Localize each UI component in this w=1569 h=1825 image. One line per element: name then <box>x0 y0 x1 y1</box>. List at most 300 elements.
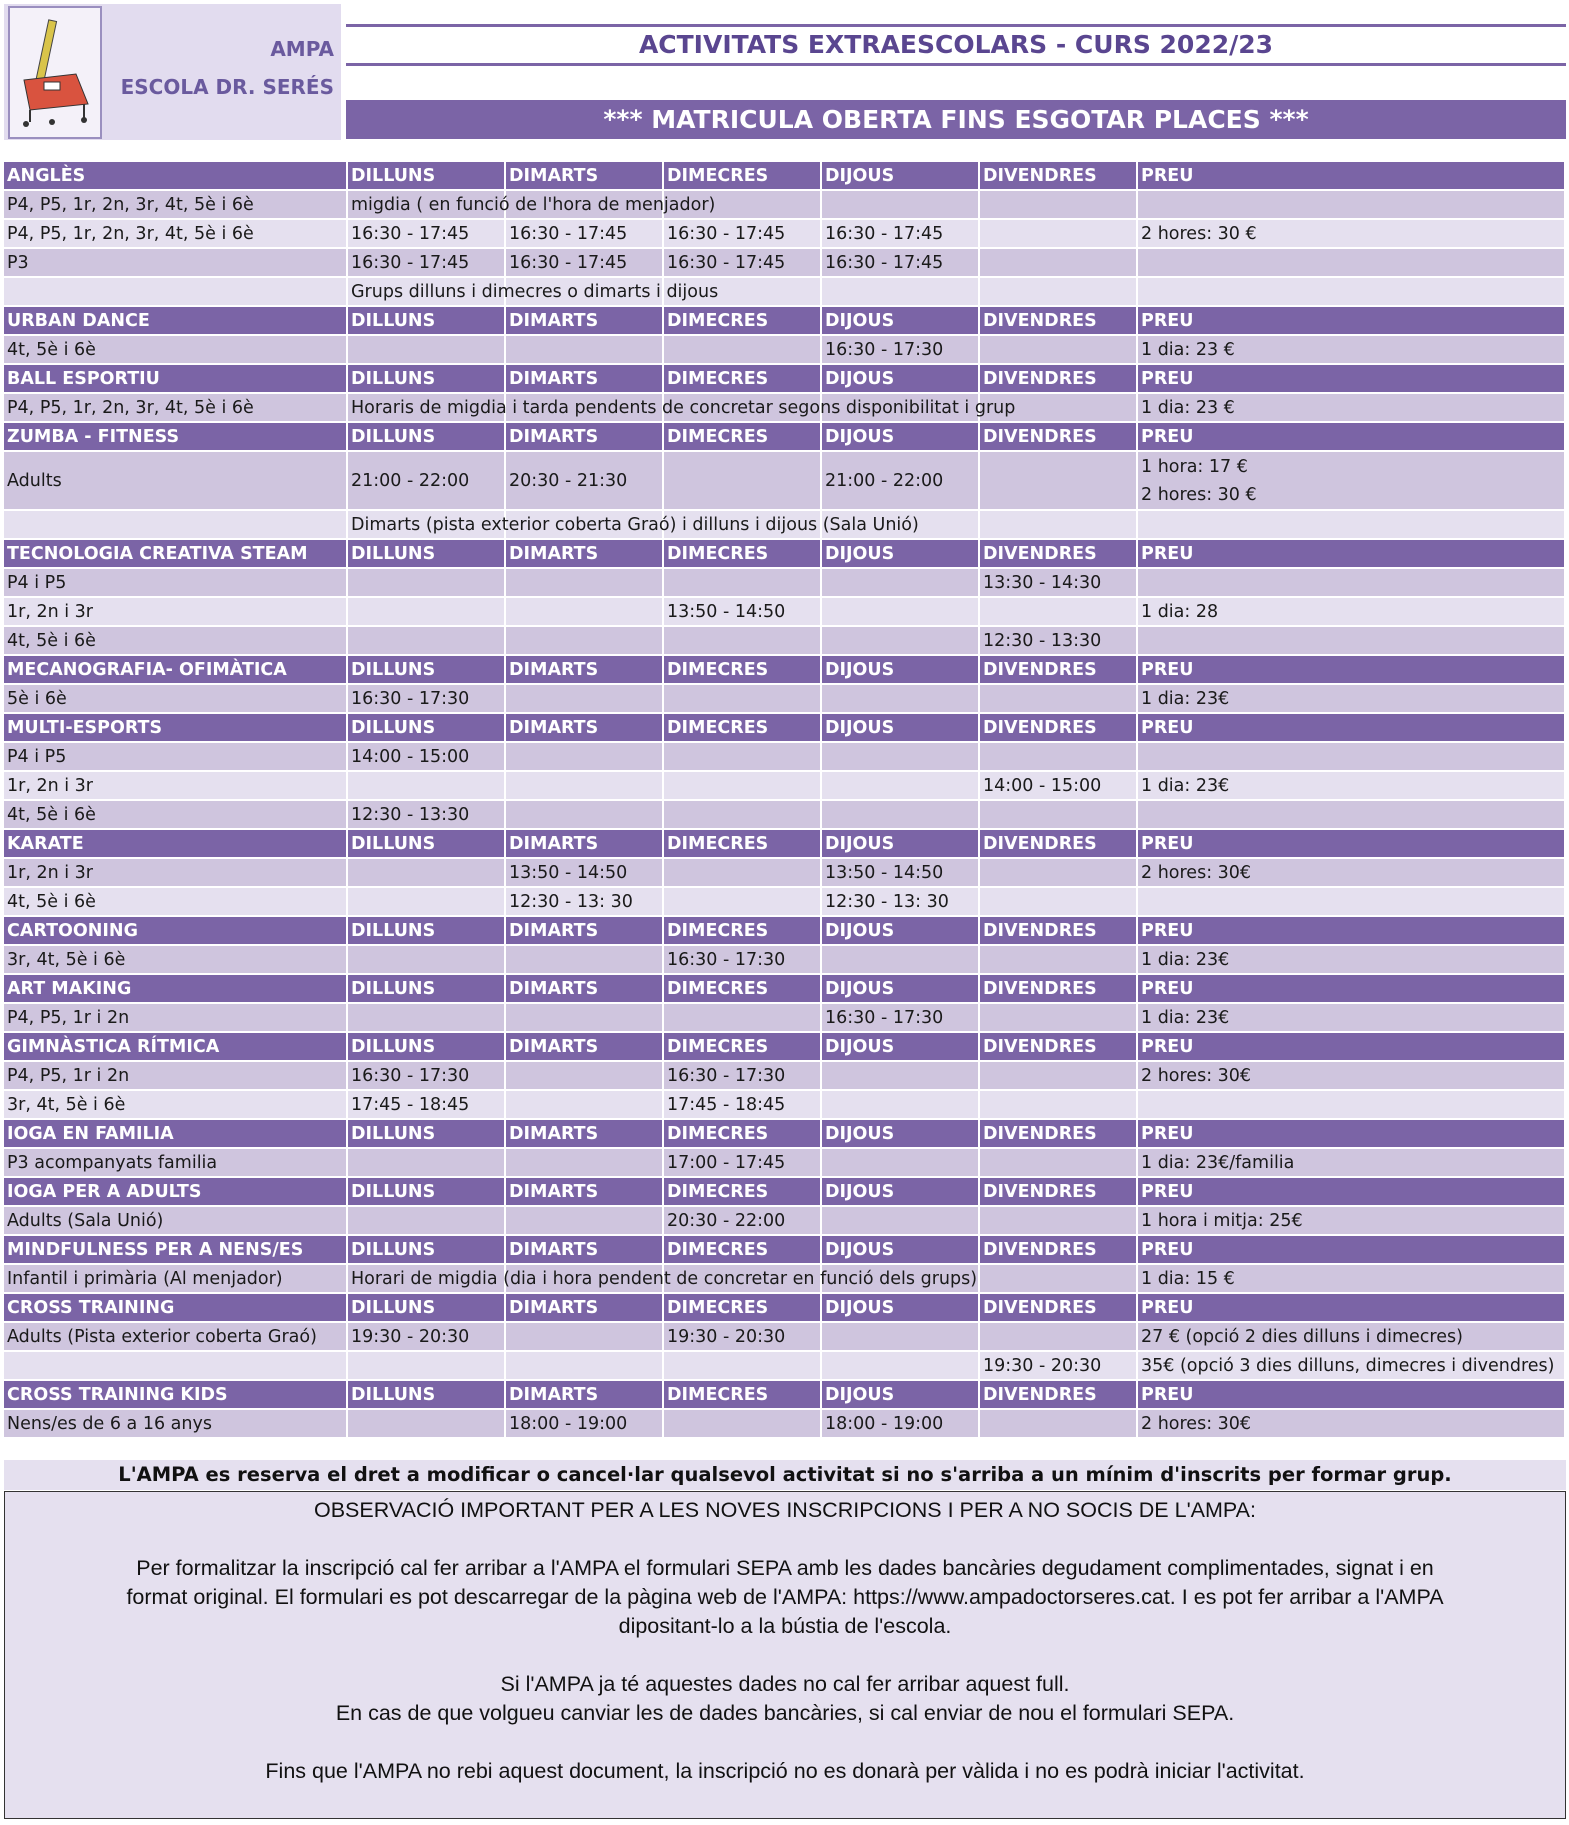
activity-header-row <box>4 830 1566 859</box>
schedule-cell <box>822 743 980 772</box>
table-row <box>4 1207 1566 1236</box>
schedule-cell <box>348 946 506 975</box>
page-title: ACTIVITATS EXTRAESCOLARS - CURS 2022/23 <box>638 30 1274 59</box>
activity-name: KARATE <box>4 830 348 859</box>
table-row <box>4 627 1566 656</box>
group-cell: 1r, 2n i 3r <box>4 859 348 888</box>
day-column-header: DIVENDRES <box>980 1033 1138 1062</box>
day-column-header: DIVENDRES <box>980 307 1138 336</box>
day-column-header: DILLUNS <box>348 917 506 946</box>
price-cell <box>1138 888 1566 917</box>
schedule-cell <box>506 569 664 598</box>
activity-name: URBAN DANCE <box>4 307 348 336</box>
day-column-header: DILLUNS <box>348 1033 506 1062</box>
schedule-cell <box>980 452 1138 511</box>
schedule-cell: 12:30 - 13: 30 <box>506 888 664 917</box>
group-cell: 1r, 2n i 3r <box>4 772 348 801</box>
table-row <box>4 249 1566 278</box>
schedule-cell <box>980 249 1138 278</box>
activity-name: CARTOONING <box>4 917 348 946</box>
price-cell <box>1138 191 1566 220</box>
schedule-cell: 19:30 - 20:30 <box>980 1352 1138 1381</box>
group-cell: 4t, 5è i 6è <box>4 801 348 830</box>
schedule-note: Dimarts (pista exterior coberta Graó) i dilluns i dijous (Sala Unió) <box>348 511 1138 540</box>
schedule-cell: 12:30 - 13:30 <box>348 801 506 830</box>
schedule-cell <box>664 1004 822 1033</box>
notes-paragraph: Fins que l'AMPA no rebi aquest document, la inscripció no es donarà per vàlida i no es podrà iniciar l'activitat. <box>265 1759 1305 1783</box>
schedule-cell <box>664 1410 822 1439</box>
day-column-header: PREU <box>1138 1033 1566 1062</box>
day-column-header: DIJOUS <box>822 1236 980 1265</box>
activity-header-row <box>4 540 1566 569</box>
activity-header-row <box>4 1236 1566 1265</box>
price-line: 1 hora: 17 € <box>1141 456 1248 477</box>
day-column-header: DIMARTS <box>506 1033 664 1062</box>
table-row <box>4 946 1566 975</box>
schedule-cell: 17:45 - 18:45 <box>348 1091 506 1120</box>
price-cell: 1 dia: 28 <box>1138 598 1566 627</box>
day-column-header: PREU <box>1138 1381 1566 1410</box>
table-row <box>4 801 1566 830</box>
schedule-cell: 16:30 - 17:45 <box>348 220 506 249</box>
schedule-cell <box>822 1062 980 1091</box>
table-row <box>4 598 1566 627</box>
day-column-header: DIJOUS <box>822 423 980 452</box>
activity-header-row <box>4 714 1566 743</box>
table-row <box>4 888 1566 917</box>
group-cell <box>4 511 348 540</box>
day-column-header: DIJOUS <box>822 830 980 859</box>
schedule-cell: 16:30 - 17:30 <box>348 1062 506 1091</box>
day-column-header: DILLUNS <box>348 656 506 685</box>
schedule-cell <box>822 598 980 627</box>
price-line: 2 hores: 30 € <box>1141 484 1257 505</box>
day-column-header: PREU <box>1138 307 1566 336</box>
activity-header-row <box>4 1381 1566 1410</box>
price-cell: 2 hores: 30 € <box>1138 220 1566 249</box>
schedule-cell <box>822 1323 980 1352</box>
schedule-cell <box>822 627 980 656</box>
schedule-cell <box>980 888 1138 917</box>
day-column-header: DIMARTS <box>506 162 664 191</box>
day-column-header: DIMARTS <box>506 1294 664 1323</box>
day-column-header: PREU <box>1138 540 1566 569</box>
schedule-cell <box>664 743 822 772</box>
schedule-cell <box>506 772 664 801</box>
day-column-header: PREU <box>1138 714 1566 743</box>
schedule-cell <box>980 598 1138 627</box>
day-column-header: PREU <box>1138 162 1566 191</box>
day-column-header: DIMARTS <box>506 975 664 1004</box>
schedule-cell: 16:30 - 17:30 <box>822 1004 980 1033</box>
school-name: ESCOLA DR. SERÉS <box>120 75 334 99</box>
schedule-cell <box>980 1207 1138 1236</box>
price-cell: 1 dia: 23€ <box>1138 946 1566 975</box>
schedule-cell <box>664 1352 822 1381</box>
schedule-cell <box>980 1062 1138 1091</box>
table-row <box>4 336 1566 365</box>
day-column-header: DIMARTS <box>506 656 664 685</box>
table-row <box>4 220 1566 249</box>
day-column-header: DIMECRES <box>664 1120 822 1149</box>
schedule-cell <box>822 1149 980 1178</box>
schedule-cell <box>506 336 664 365</box>
group-cell: Adults (Sala Unió) <box>4 1207 348 1236</box>
schedule-cell <box>980 743 1138 772</box>
price-cell: 1 dia: 23€ <box>1138 685 1566 714</box>
activity-header-row <box>4 1033 1566 1062</box>
schedule-cell <box>506 743 664 772</box>
activity-header-row <box>4 307 1566 336</box>
day-column-header: PREU <box>1138 1178 1566 1207</box>
schedule-cell <box>664 801 822 830</box>
day-column-header: DIJOUS <box>822 975 980 1004</box>
day-column-header: DIMARTS <box>506 917 664 946</box>
schedule-cell <box>348 598 506 627</box>
notes-paragraph: dipositant-lo a la bústia de l'escola. <box>618 1614 952 1638</box>
day-column-header: DIMECRES <box>664 540 822 569</box>
day-column-header: DILLUNS <box>348 714 506 743</box>
activity-name: CROSS TRAINING KIDS <box>4 1381 348 1410</box>
day-column-header: DILLUNS <box>348 423 506 452</box>
day-column-header: DIJOUS <box>822 1381 980 1410</box>
day-column-header: PREU <box>1138 1294 1566 1323</box>
day-column-header: DIJOUS <box>822 714 980 743</box>
day-column-header: PREU <box>1138 917 1566 946</box>
schedule-cell <box>980 336 1138 365</box>
schedule-cell: 19:30 - 20:30 <box>664 1323 822 1352</box>
schedule-cell <box>506 1062 664 1091</box>
schedule-cell <box>506 1207 664 1236</box>
day-column-header: DIMARTS <box>506 540 664 569</box>
price-cell: 1 dia: 23€ <box>1138 1004 1566 1033</box>
table-row <box>4 278 1566 307</box>
day-column-header: DILLUNS <box>348 1236 506 1265</box>
schedule-cell: 16:30 - 17:45 <box>664 220 822 249</box>
schedule-cell <box>506 627 664 656</box>
group-cell: 3r, 4t, 5è i 6è <box>4 1091 348 1120</box>
price-cell: 2 hores: 30€ <box>1138 1410 1566 1439</box>
ampa-logo-panel <box>4 4 341 140</box>
price-cell <box>1138 452 1566 511</box>
day-column-header: DIMECRES <box>664 365 822 394</box>
activity-name: ANGLÈS <box>4 162 348 191</box>
schedule-cell <box>348 859 506 888</box>
day-column-header: DIMARTS <box>506 1381 664 1410</box>
schedule-cell <box>348 772 506 801</box>
activity-name: BALL ESPORTIU <box>4 365 348 394</box>
group-cell: P4, P5, 1r, 2n, 3r, 4t, 5è i 6è <box>4 394 348 423</box>
day-column-header: DIVENDRES <box>980 975 1138 1004</box>
price-cell <box>1138 569 1566 598</box>
schedule-cell <box>506 946 664 975</box>
day-column-header: DIMARTS <box>506 1178 664 1207</box>
price-cell <box>1138 801 1566 830</box>
day-column-header: DIMECRES <box>664 830 822 859</box>
table-row <box>4 1410 1566 1439</box>
table-row <box>4 859 1566 888</box>
activity-header-row <box>4 917 1566 946</box>
day-column-header: DILLUNS <box>348 1120 506 1149</box>
day-column-header: DIVENDRES <box>980 1294 1138 1323</box>
schedule-cell: 17:00 - 17:45 <box>664 1149 822 1178</box>
table-row <box>4 1091 1566 1120</box>
price-cell <box>1138 278 1566 307</box>
table-row <box>4 1323 1566 1352</box>
price-cell: 1 dia: 15 € <box>1138 1265 1566 1294</box>
schedule-cell <box>348 1207 506 1236</box>
schedule-cell <box>822 569 980 598</box>
activity-name: ZUMBA - FITNESS <box>4 423 348 452</box>
day-column-header: DIMECRES <box>664 1236 822 1265</box>
day-column-header: DIMARTS <box>506 365 664 394</box>
schedule-cell <box>506 598 664 627</box>
schedule-cell: 20:30 - 21:30 <box>506 452 664 511</box>
day-column-header: DIVENDRES <box>980 656 1138 685</box>
schedule-cell <box>506 1352 664 1381</box>
day-column-header: DIMECRES <box>664 162 822 191</box>
day-column-header: DILLUNS <box>348 1381 506 1410</box>
day-column-header: DILLUNS <box>348 365 506 394</box>
schedule-cell <box>980 1149 1138 1178</box>
activity-name: MINDFULNESS PER A NENS/ES <box>4 1236 348 1265</box>
group-cell <box>4 1352 348 1381</box>
schedule-cell <box>980 278 1138 307</box>
price-cell <box>1138 743 1566 772</box>
table-row <box>4 1004 1566 1033</box>
schedule-cell: 14:00 - 15:00 <box>980 772 1138 801</box>
day-column-header: DIJOUS <box>822 656 980 685</box>
activity-header-row <box>4 975 1566 1004</box>
price-cell: 1 hora i mitja: 25€ <box>1138 1207 1566 1236</box>
day-column-header: DILLUNS <box>348 162 506 191</box>
price-cell: 2 hores: 30€ <box>1138 859 1566 888</box>
activity-header-row <box>4 1120 1566 1149</box>
day-column-header: DIMARTS <box>506 830 664 859</box>
table-row <box>4 743 1566 772</box>
schedule-cell <box>506 1091 664 1120</box>
schedule-cell: 16:30 - 17:45 <box>822 220 980 249</box>
activity-name: IOGA EN FAMILIA <box>4 1120 348 1149</box>
schedule-cell <box>822 801 980 830</box>
schedule-cell <box>980 1091 1138 1120</box>
day-column-header: DILLUNS <box>348 830 506 859</box>
day-column-header: DIJOUS <box>822 162 980 191</box>
day-column-header: DIMARTS <box>506 1236 664 1265</box>
day-column-header: PREU <box>1138 1120 1566 1149</box>
activity-name: IOGA PER A ADULTS <box>4 1178 348 1207</box>
schedule-cell: 19:30 - 20:30 <box>348 1323 506 1352</box>
table-row <box>4 685 1566 714</box>
group-cell: 4t, 5è i 6è <box>4 336 348 365</box>
day-column-header: DIMARTS <box>506 423 664 452</box>
schedule-cell <box>664 452 822 511</box>
group-cell: Nens/es de 6 a 16 anys <box>4 1410 348 1439</box>
price-cell: 35€ (opció 3 dies dilluns, dimecres i divendres) <box>1138 1352 1566 1381</box>
day-column-header: DILLUNS <box>348 1294 506 1323</box>
schedule-cell: 16:30 - 17:30 <box>822 336 980 365</box>
activity-name: MULTI-ESPORTS <box>4 714 348 743</box>
day-column-header: DIMARTS <box>506 714 664 743</box>
day-column-header: DIVENDRES <box>980 423 1138 452</box>
day-column-header: DIJOUS <box>822 1294 980 1323</box>
schedule-note: Horari de migdia (dia i hora pendent de concretar en funció dels grups) <box>348 1265 1138 1294</box>
day-column-header: DIMECRES <box>664 1381 822 1410</box>
day-column-header: DIMECRES <box>664 307 822 336</box>
price-cell: 1 dia: 23€ <box>1138 772 1566 801</box>
group-cell: P4 i P5 <box>4 743 348 772</box>
schedule-cell: 16:30 - 17:30 <box>664 1062 822 1091</box>
day-column-header: DIJOUS <box>822 1033 980 1062</box>
table-row <box>4 1062 1566 1091</box>
group-cell: P4, P5, 1r, 2n, 3r, 4t, 5è i 6è <box>4 220 348 249</box>
price-cell: 1 dia: 23 € <box>1138 336 1566 365</box>
schedule-cell <box>980 1004 1138 1033</box>
day-column-header: DILLUNS <box>348 540 506 569</box>
day-column-header: DIJOUS <box>822 917 980 946</box>
schedule-cell: 13:50 - 14:50 <box>664 598 822 627</box>
schedule-cell: 16:30 - 17:45 <box>664 249 822 278</box>
schedule-cell <box>348 1352 506 1381</box>
schedule-cell: 16:30 - 17:45 <box>506 249 664 278</box>
day-column-header: DIVENDRES <box>980 1178 1138 1207</box>
schedule-cell: 18:00 - 19:00 <box>506 1410 664 1439</box>
schedule-cell <box>822 685 980 714</box>
day-column-header: DIVENDRES <box>980 1381 1138 1410</box>
schedule-cell: 16:30 - 17:45 <box>348 249 506 278</box>
schedule-cell <box>506 1149 664 1178</box>
table-row <box>4 1265 1566 1294</box>
schedule-cell <box>822 1091 980 1120</box>
schedule-cell <box>980 859 1138 888</box>
schedule-cell <box>348 1410 506 1439</box>
notes-title: OBSERVACIÓ IMPORTANT PER A LES NOVES INSCRIPCIONS I PER A NO SOCIS DE L'AMPA: <box>313 1498 1256 1522</box>
activity-name: MECANOGRAFIA- OFIMÀTICA <box>4 656 348 685</box>
schedule-cell: 20:30 - 22:00 <box>664 1207 822 1236</box>
day-column-header: DIMECRES <box>664 975 822 1004</box>
price-cell: 1 dia: 23€/familia <box>1138 1149 1566 1178</box>
table-row <box>4 511 1566 540</box>
schedule-cell <box>664 859 822 888</box>
schedule-cell <box>506 1323 664 1352</box>
schedule-cell <box>822 772 980 801</box>
schedule-cell <box>506 1004 664 1033</box>
schedule-cell: 16:30 - 17:30 <box>348 685 506 714</box>
group-cell: Infantil i primària (Al menjador) <box>4 1265 348 1294</box>
schedule-cell <box>980 191 1138 220</box>
schedule-cell <box>980 685 1138 714</box>
day-column-header: PREU <box>1138 365 1566 394</box>
schedule-cell <box>980 1323 1138 1352</box>
day-column-header: DIVENDRES <box>980 917 1138 946</box>
school-logo-icon <box>8 6 102 139</box>
group-cell: Adults <box>4 452 348 511</box>
schedule-cell <box>664 336 822 365</box>
schedule-cell <box>664 569 822 598</box>
disclaimer-text: L'AMPA es reserva el dret a modificar o cancel·lar qualsevol activitat si no s'arriba a un mínim d'inscrits per formar grup. <box>4 1460 1566 1490</box>
price-cell <box>1138 511 1566 540</box>
title-bar <box>346 24 1566 66</box>
important-notes-box <box>4 1491 1566 1819</box>
activity-header-row <box>4 423 1566 452</box>
day-column-header: DIMECRES <box>664 917 822 946</box>
day-column-header: DIMECRES <box>664 1294 822 1323</box>
schedule-cell <box>348 336 506 365</box>
table-row <box>4 1149 1566 1178</box>
notes-paragraph: En cas de que volgueu canviar les de dades bancàries, si cal enviar de nou el formulari SEPA. <box>335 1701 1235 1725</box>
group-cell: 1r, 2n i 3r <box>4 598 348 627</box>
group-cell: 4t, 5è i 6è <box>4 888 348 917</box>
schedule-note: migdia ( en funció de l'hora de menjador) <box>348 191 980 220</box>
schedule-cell: 13:30 - 14:30 <box>980 569 1138 598</box>
schedule-cell <box>506 801 664 830</box>
group-cell: 5è i 6è <box>4 685 348 714</box>
price-cell <box>1138 627 1566 656</box>
schedule-cell: 16:30 - 17:45 <box>822 249 980 278</box>
group-cell <box>4 278 348 307</box>
day-column-header: DIVENDRES <box>980 830 1138 859</box>
schedule-note: Grups dilluns i dimecres o dimarts i dijous <box>348 278 980 307</box>
day-column-header: DIMECRES <box>664 423 822 452</box>
schedule-cell <box>664 772 822 801</box>
notes-paragraph: format original. El formulari es pot descarregar de la pàgina web de l'AMPA: https://www.ampadoctorseres.cat. I es pot fer arribar a l'AMPA <box>126 1585 1444 1609</box>
notes-paragraph: Si l'AMPA ja té aquestes dades no cal fer arribar aquest full. <box>500 1672 1070 1696</box>
schedule-cell: 12:30 - 13:30 <box>980 627 1138 656</box>
day-column-header: DIMECRES <box>664 1033 822 1062</box>
schedule-cell <box>980 801 1138 830</box>
schedule-cell <box>348 627 506 656</box>
day-column-header: DIJOUS <box>822 1178 980 1207</box>
schedule-cell <box>822 1207 980 1236</box>
day-column-header: DIVENDRES <box>980 540 1138 569</box>
day-column-header: PREU <box>1138 423 1566 452</box>
schedule-cell <box>664 888 822 917</box>
table-row <box>4 394 1566 423</box>
day-column-header: DILLUNS <box>348 975 506 1004</box>
day-column-header: DIVENDRES <box>980 714 1138 743</box>
group-cell: P3 acompanyats familia <box>4 1149 348 1178</box>
notes-paragraph: Per formalitzar la inscripció cal fer arribar a l'AMPA el formulari SEPA amb les dades bancàries degudament complimentades, signat i en <box>136 1556 1434 1580</box>
day-column-header: DIJOUS <box>822 307 980 336</box>
schedule-cell <box>980 1410 1138 1439</box>
ampa-label: AMPA <box>270 37 334 61</box>
day-column-header: DIVENDRES <box>980 1236 1138 1265</box>
price-cell: 27 € (opció 2 dies dilluns i dimecres) <box>1138 1323 1566 1352</box>
price-cell: 1 dia: 23 € <box>1138 394 1566 423</box>
schedule-cell: 16:30 - 17:45 <box>506 220 664 249</box>
day-column-header: DIJOUS <box>822 1120 980 1149</box>
activities-schedule-table <box>4 162 1566 1439</box>
activity-name: CROSS TRAINING <box>4 1294 348 1323</box>
schedule-cell <box>822 1352 980 1381</box>
schedule-cell <box>348 1149 506 1178</box>
schedule-note: Horaris de migdia i tarda pendents de concretar segons disponibilitat i grup <box>348 394 1138 423</box>
schedule-cell: 21:00 - 22:00 <box>348 452 506 511</box>
table-row <box>4 191 1566 220</box>
schedule-cell: 12:30 - 13: 30 <box>822 888 980 917</box>
day-column-header: PREU <box>1138 1236 1566 1265</box>
day-column-header: PREU <box>1138 975 1566 1004</box>
day-column-header: PREU <box>1138 656 1566 685</box>
schedule-cell: 16:30 - 17:30 <box>664 946 822 975</box>
activity-header-row <box>4 1294 1566 1323</box>
schedule-cell <box>664 627 822 656</box>
activity-name: ART MAKING <box>4 975 348 1004</box>
day-column-header: DIMARTS <box>506 307 664 336</box>
group-cell: 3r, 4t, 5è i 6è <box>4 946 348 975</box>
activity-header-row <box>4 162 1566 191</box>
day-column-header: DIMECRES <box>664 1178 822 1207</box>
